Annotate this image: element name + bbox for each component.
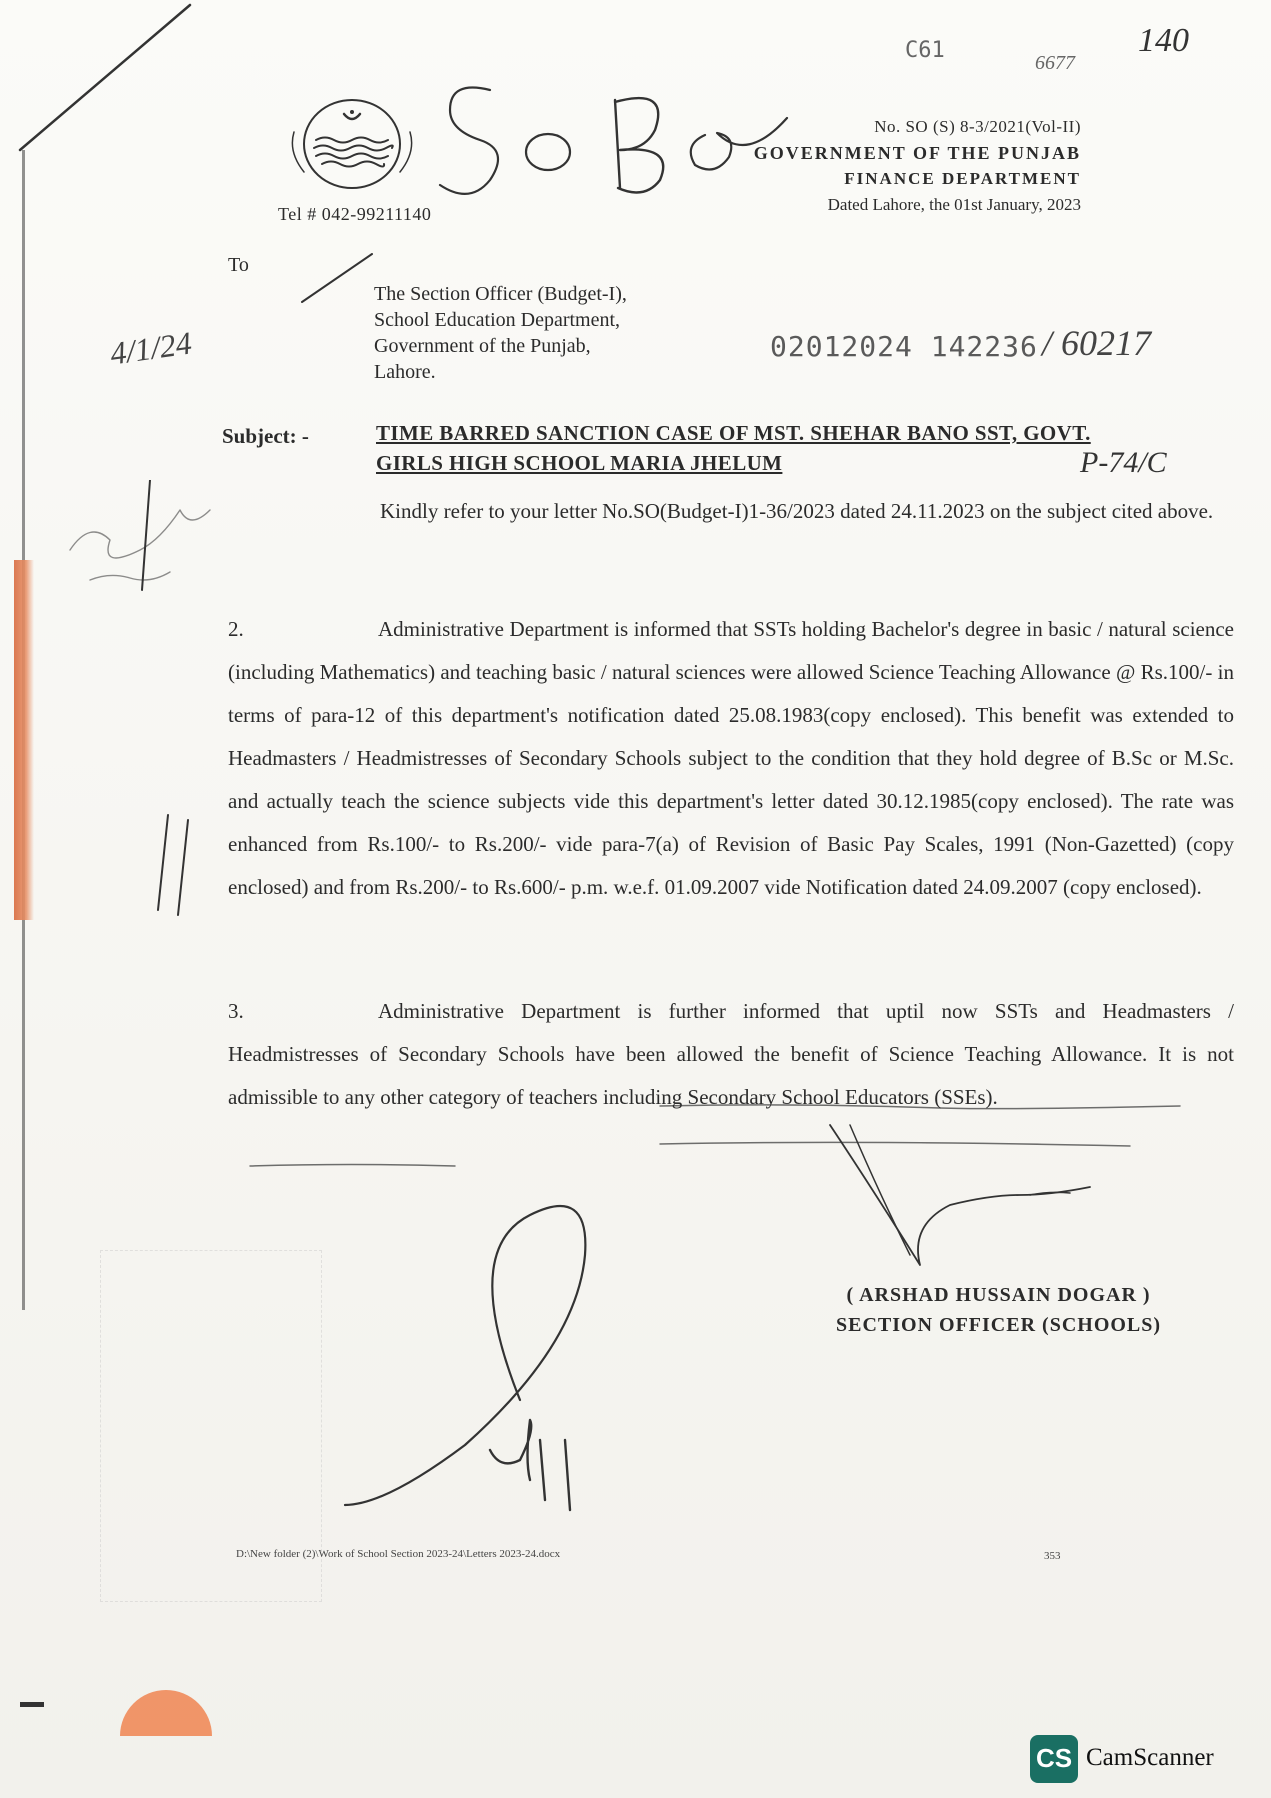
letter-header — [754, 114, 1081, 218]
scan-edge-red-artifact — [14, 560, 34, 920]
scan-edge-mark — [20, 1702, 44, 1707]
paragraph-3-number: 3. — [228, 999, 244, 1023]
punjab-emblem-icon — [282, 92, 422, 202]
margin-scribble — [50, 480, 240, 600]
letter-date: Dated Lahore, the 01st January, 2023 — [827, 195, 1081, 214]
handwritten-top-code: C61 — [905, 38, 945, 63]
department-name: FINANCE DEPARTMENT — [844, 169, 1081, 188]
margin-double-slash — [150, 810, 210, 920]
scan-corner-line — [0, 0, 200, 170]
recipient-line-2: School Education Department, — [374, 309, 621, 331]
telephone-number: Tel # 042-99211140 — [278, 204, 432, 224]
to-label: To — [228, 254, 249, 276]
subject-label: Subject: - — [222, 424, 309, 448]
camscanner-logo-icon: CS — [1030, 1735, 1078, 1783]
margin-handwritten-date: 4/1/24 — [107, 324, 194, 372]
signatory-name: ( ARSHAD HUSSAIN DOGAR ) — [846, 1284, 1151, 1306]
handwritten-diary-number: / 60217 — [1042, 323, 1152, 363]
diary-stamp: 02012024 142236 — [770, 330, 1038, 363]
handwritten-page-number: 140 — [1138, 22, 1189, 59]
officer-signature — [820, 1115, 1100, 1275]
footer-file-path: D:\New folder (2)\Work of School Section 2023-24\Letters 2023-24.docx — [236, 1548, 561, 1560]
scan-finger-artifact — [120, 1690, 212, 1736]
reference-number: No. SO (S) 8-3/2021(Vol-II) — [874, 117, 1081, 136]
handwritten-subject-note: P-74/C — [1080, 446, 1167, 479]
signatory-block — [836, 1280, 1161, 1340]
handwritten-slash — [300, 250, 380, 310]
recipient-line-3: Government of the Punjab, — [374, 335, 591, 357]
paragraph-2-block — [228, 608, 1234, 909]
recipient-address — [374, 281, 627, 385]
subject-text — [376, 418, 1091, 478]
subject-line-2: GIRLS HIGH SCHOOL MARIA JHELUM — [376, 451, 783, 475]
handwritten-forwarding-signature — [340, 1190, 640, 1530]
paragraph-2-number: 2. — [228, 617, 244, 641]
recipient-line-4: Lahore. — [374, 361, 436, 383]
paragraph-1: Kindly refer to your letter No.SO(Budget-I)1-36/2023 dated 24.11.2023 on the subject cited above. — [380, 499, 1214, 523]
signatory-designation: SECTION OFFICER (SCHOOLS) — [836, 1314, 1162, 1336]
recipient-line-1: The Section Officer (Budget-I), — [374, 283, 627, 305]
government-name: GOVERNMENT OF THE PUNJAB — [753, 143, 1081, 163]
subject-line-1: TIME BARRED SANCTION CASE OF MST. SHEHAR BANO SST, GOVT. — [376, 421, 1091, 445]
footer-page-number: 353 — [1044, 1550, 1061, 1562]
paragraph-3: Administrative Department is further informed that uptil now SSTs and Headmasters / Headmistresses of Secondary Schools have been allowed the benefit of Science Teaching Allowance. It is not admissible to any other category of teachers including Secondary School Educators (SSEs). — [228, 999, 1234, 1109]
camscanner-watermark-text: CamScanner — [1086, 1744, 1214, 1771]
paragraph-2: Administrative Department is informed that SSTs holding Bachelor's degree in basic / natural science (including Mathematics) and teaching basic / natural sciences were allowed Science Teaching Allowance @ Rs.100/- in terms of para-12 of this department's notification dated 25.08.1983(copy enclosed). This benefit was extended to Headmasters / Headmistresses of Secondary Schools subject to the condition that they hold degree of B.Sc or M.Sc. and actually teach the science subjects vide this department's letter dated 30.12.1985(copy enclosed). The rate was enhanced from Rs.100/- to Rs.200/- vide para-7(a) of Revision of Basic Pay Scales, 1991 (Non-Gazetted) (copy enclosed) and from Rs.200/- to Rs.600/- p.m. w.e.f. 01.09.2007 vide Notification dated 24.09.2007 (copy enclosed). — [228, 617, 1234, 899]
handwritten-top-number: 6677 — [1035, 52, 1075, 74]
handwritten-initials — [420, 70, 800, 210]
